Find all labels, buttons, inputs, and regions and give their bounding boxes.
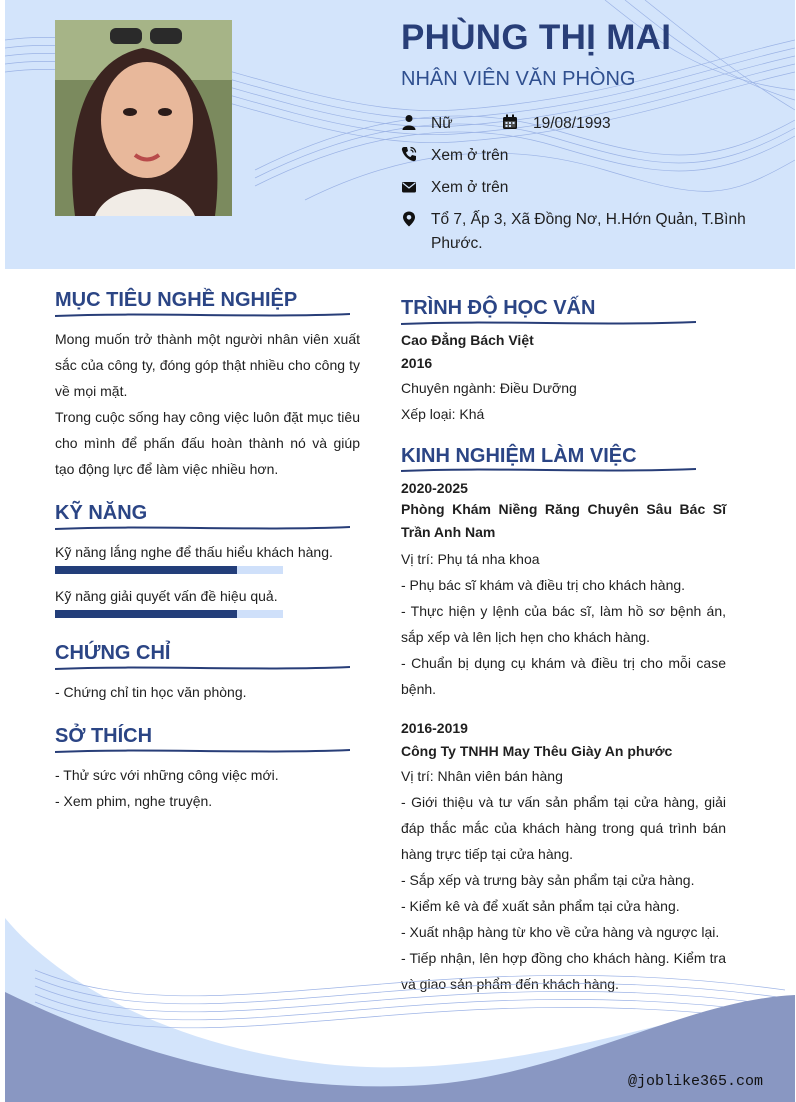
hobby-item: - Xem phim, nghe truyện. xyxy=(55,793,213,809)
section-underline xyxy=(401,319,696,327)
email-value: Xem ở trên xyxy=(431,179,509,196)
skill-level-fill xyxy=(55,610,237,618)
job-duty: - Giới thiệu và tư vấn sản phẩm tại cửa hàng, giải đáp thắc mắc của khách hàng trong quá trình bán hàng trực tiếp tại cửa hàng. xyxy=(401,794,726,862)
profile-photo xyxy=(55,20,232,216)
section-underline xyxy=(55,524,350,532)
job-title: NHÂN VIÊN VĂN PHÒNG xyxy=(401,68,636,90)
section-underline xyxy=(55,311,350,319)
experience-title: KINH NGHIỆM LÀM VIỆC xyxy=(401,445,637,467)
job-company: Phòng Khám Niềng Răng Chuyên Sâu Bác Sĩ Trần Anh Nam xyxy=(401,501,726,540)
education-grade: Xếp loại: Khá xyxy=(401,406,485,422)
phone-value: Xem ở trên xyxy=(431,147,509,164)
job-duty: - Tiếp nhận, lên hợp đồng cho khách hàng. Kiểm tra và giao sản phẩm đến khách hàng. xyxy=(401,950,726,992)
job-company: Công Ty TNHH May Thêu Giày An phước xyxy=(401,743,673,759)
birthdate-value: 19/08/1993 xyxy=(533,115,611,132)
envelope-icon xyxy=(401,179,417,195)
address-line2: Phước. xyxy=(431,235,483,252)
footer-handle: @joblike365.com xyxy=(627,1073,763,1090)
hobby-item: - Thử sức với những công việc mới. xyxy=(55,767,279,783)
job-duty: - Kiểm kê và để xuất sản phẩm tại cửa hàng. xyxy=(401,898,680,914)
objective-title: MỤC TIÊU NGHỀ NGHIỆP xyxy=(55,289,298,311)
job-duty: - Phụ bác sĩ khám và điều trị cho khách hàng. xyxy=(401,577,686,593)
education-school: Cao Đẳng Bách Việt xyxy=(401,332,534,348)
candidate-name: PHÙNG THỊ MAI xyxy=(401,18,672,57)
location-pin-icon xyxy=(401,211,417,227)
skill-label: Kỹ năng lắng nghe để thấu hiểu khách hàng. xyxy=(55,544,333,560)
education-major: Chuyên ngành: Điều Dưỡng xyxy=(401,380,577,396)
job-period: 2020-2025 xyxy=(401,480,468,496)
footer-waves xyxy=(5,900,795,1102)
skill-level-fill xyxy=(55,566,237,574)
skill-level-bar xyxy=(55,566,283,574)
calendar-icon xyxy=(502,114,518,130)
address-line1: Tổ 7, Ấp 3, Xã Đồng Nơ, H.Hớn Quản, T.Bình xyxy=(431,211,746,228)
cv-page xyxy=(5,0,795,1102)
job-duty: - Xuất nhập hàng từ kho về cửa hàng và ngược lại. xyxy=(401,924,720,940)
job-duty: - Sắp xếp và trưng bày sản phẩm tại cửa hàng. xyxy=(401,872,695,888)
section-underline xyxy=(401,466,696,474)
job-position: Vị trí: Phụ tá nha khoa xyxy=(401,551,540,567)
skills-title: KỸ NĂNG xyxy=(55,502,148,524)
job-period: 2016-2019 xyxy=(401,720,468,736)
objective-paragraph-1: Mong muốn trở thành một người nhân viên xuất sắc của công ty, đóng góp thật nhiều cho công ty về mọi mặt. xyxy=(55,331,360,399)
skill-level-bar xyxy=(55,610,283,618)
section-underline xyxy=(55,664,350,672)
phone-icon xyxy=(401,146,417,162)
section-underline xyxy=(55,747,350,755)
certificate-item: - Chứng chỉ tin học văn phòng. xyxy=(55,684,247,700)
gender-value: Nữ xyxy=(431,115,453,132)
hobbies-title: SỞ THÍCH xyxy=(55,725,153,747)
education-year: 2016 xyxy=(401,355,433,371)
job-duty: - Thực hiện y lệnh của bác sĩ, làm hồ sơ bệnh án, sắp xếp và lên lịch hẹn cho khách hàng. xyxy=(401,603,726,645)
person-icon xyxy=(401,114,417,130)
job-duty: - Chuẩn bị dụng cụ khám và điều trị cho mỗi case bệnh. xyxy=(401,655,726,697)
education-title: TRÌNH ĐỘ HỌC VẤN xyxy=(401,297,596,319)
certificates-title: CHỨNG CHỈ xyxy=(55,642,171,664)
objective-paragraph-2: Trong cuộc sống hay công việc luôn đặt mục tiêu cho mình để phấn đấu hoàn thành nó và giúp tạo động lực để làm việc nhiều hơn. xyxy=(55,409,360,477)
job-position: Vị trí: Nhân viên bán hàng xyxy=(401,768,563,784)
skill-label: Kỹ năng giải quyết vấn đề hiệu quả. xyxy=(55,588,278,604)
